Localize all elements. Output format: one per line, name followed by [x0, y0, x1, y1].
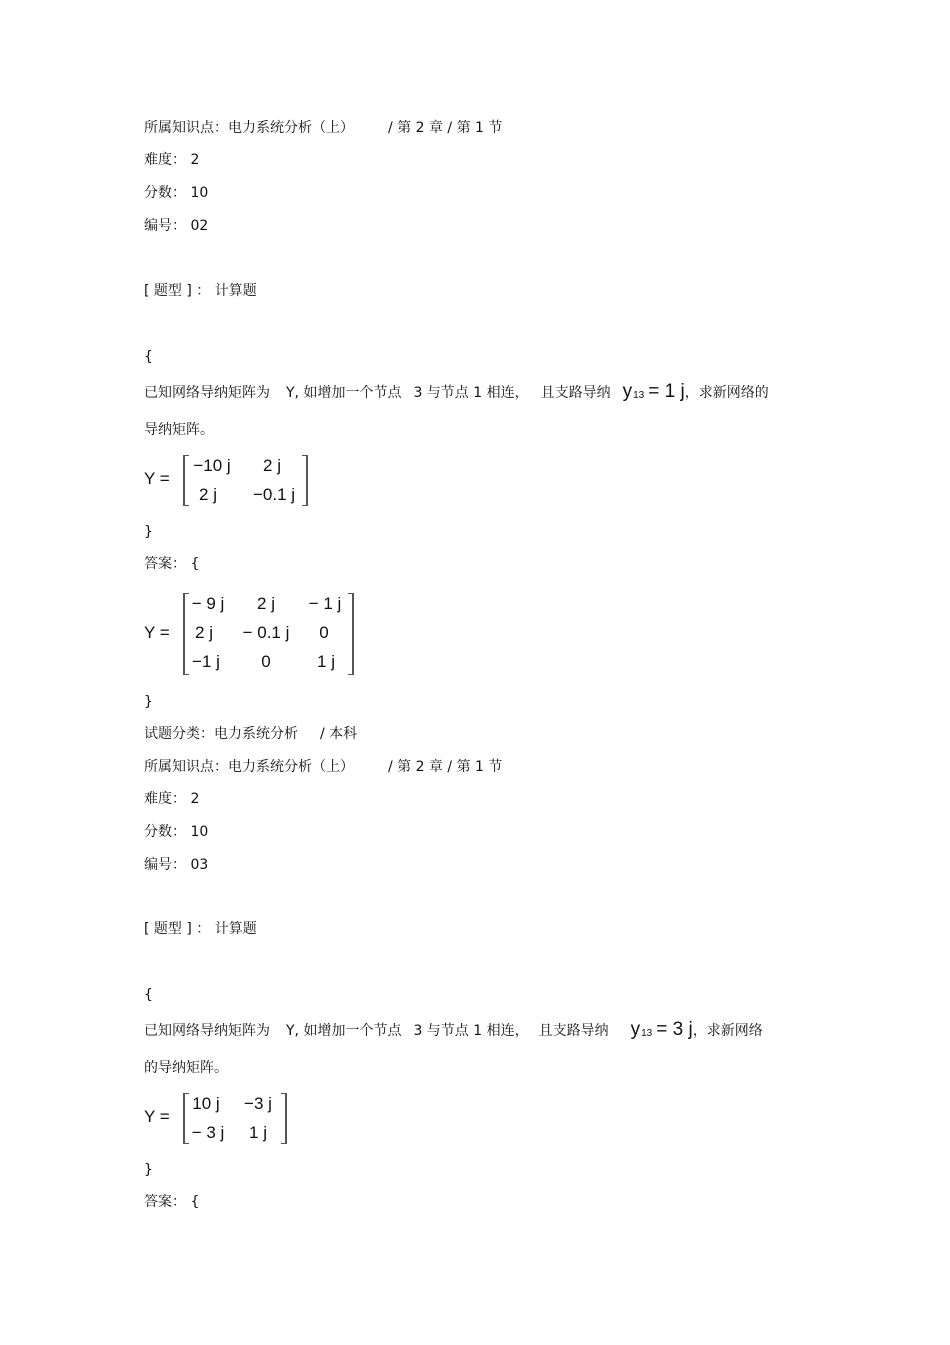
matrix-cell: − 9 j	[191, 594, 225, 613]
question-type-line-2: [ 题型 ] ： 计算题	[144, 921, 257, 937]
matrix-cell: − 1 j	[308, 594, 342, 613]
category-line-2	[144, 725, 357, 743]
open-brace-2: {	[144, 987, 153, 1003]
open-brace-1: {	[144, 349, 153, 365]
matrix-cell: −3 j	[244, 1094, 272, 1113]
question-text-2	[144, 1021, 763, 1043]
matrix-cell: −0.1 j	[252, 485, 296, 504]
number-line-1: 编号： 02	[144, 218, 209, 234]
question-part-2: Y, 如增加一个节点	[286, 1023, 402, 1039]
matrix-cell: 2 j	[195, 623, 213, 642]
matrix-cell: − 0.1 j	[242, 623, 290, 642]
question-part-1: 已知网络导纳矩阵为	[144, 385, 270, 401]
matrix-label: Y =	[144, 1107, 170, 1126]
score-line-2: 分数： 10	[144, 824, 209, 840]
difficulty-line-1: 难度： 2	[144, 152, 200, 168]
category-level: / 本科	[320, 726, 358, 742]
question-part-3: 3 与节点 1 相连，	[413, 1023, 529, 1039]
question-part-1: 已知网络导纳矩阵为	[144, 1023, 270, 1039]
matrix-cell: 2 j	[199, 485, 217, 504]
y-value: = 1 j	[648, 381, 685, 402]
answer-label-1: 答案： {	[144, 556, 200, 572]
matrix-cell: 1 j	[249, 1123, 267, 1142]
chapter-text: / 第 2 章 / 第 1 节	[388, 120, 503, 136]
question-part-5: ，求新网络	[692, 1023, 763, 1039]
answer-label-2: 答案： {	[144, 1194, 200, 1210]
right-bracket	[348, 593, 354, 675]
question-part-3: 3 与节点 1 相连，	[413, 385, 529, 401]
question-part-4: 且支路导纳	[538, 1023, 609, 1039]
matrix-cell: 2 j	[257, 594, 275, 613]
matrix-cell: 2 j	[263, 456, 281, 475]
question-text-1	[144, 383, 769, 405]
question-part-4: 且支路导纳	[540, 385, 611, 401]
matrix-cell: −1 j	[192, 652, 220, 671]
matrix-cell: − 3 j	[191, 1123, 225, 1142]
close-brace-2: }	[144, 1162, 153, 1178]
right-bracket	[302, 455, 308, 506]
knowledge-point-text: 所属知识点：电力系统分析（上）	[144, 759, 354, 775]
chapter-text: / 第 2 章 / 第 1 节	[388, 759, 503, 775]
answer-close-1: }	[144, 694, 153, 710]
right-bracket	[281, 1093, 287, 1144]
y-subscript: 13	[633, 390, 645, 401]
question-line2-2: 的导纳矩阵。	[144, 1060, 228, 1076]
matrix-label: Y =	[144, 469, 170, 488]
matrix-cell: −10 j	[193, 456, 231, 475]
number-line-2: 编号： 03	[144, 857, 209, 873]
matrix-cell: 1 j	[317, 652, 335, 671]
question-line2-1: 导纳矩阵。	[144, 422, 214, 438]
y-symbol: y	[622, 381, 633, 402]
matrix-cell: 0	[319, 623, 329, 642]
question-part-5: ，求新网络的	[684, 385, 769, 401]
difficulty-line-2: 难度： 2	[144, 791, 200, 807]
knowledge-point-line-1	[144, 119, 502, 137]
matrix-cell: 10 j	[192, 1094, 220, 1113]
y-subscript: 13	[641, 1028, 653, 1039]
knowledge-point-text: 所属知识点：电力系统分析（上）	[144, 120, 354, 136]
category-text: 试题分类：电力系统分析	[144, 726, 298, 742]
question-part-2: Y, 如增加一个节点	[286, 385, 402, 401]
knowledge-point-line-2	[144, 758, 502, 776]
score-line-1: 分数： 10	[144, 185, 209, 201]
matrix-cell: 0	[261, 652, 271, 671]
close-brace-1: }	[144, 524, 153, 540]
question-type-line-1: [ 题型 ] ： 计算题	[144, 283, 257, 299]
answer-matrix-label: Y =	[144, 623, 170, 642]
y-symbol: y	[630, 1019, 641, 1040]
y-value: = 3 j	[656, 1019, 693, 1040]
